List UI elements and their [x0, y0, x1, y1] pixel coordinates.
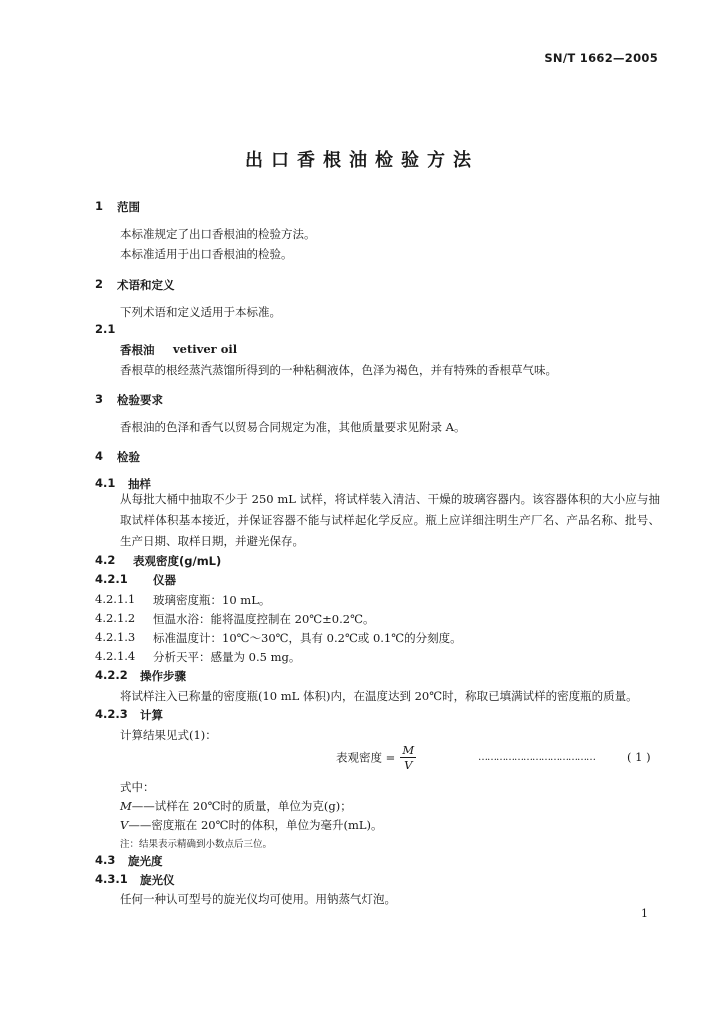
section-3-title: 检验要求: [117, 393, 163, 407]
formula-lhs: 表观密度 =: [336, 750, 396, 765]
term-chinese: 香根油: [120, 343, 155, 357]
item-4-2-1-3-number: 4.2.1.3: [95, 630, 136, 644]
item-4-2-1-2-text: 恒温水浴：能将温度控制在 20℃±0.2℃。: [153, 612, 375, 626]
section-4-2-title: 表观密度(g/mL): [133, 554, 222, 568]
section-4-3-1-number: 4.3.1: [95, 872, 128, 886]
section-1-line-2: 本标准适用于出口香根油的检验。: [120, 247, 293, 261]
section-4-3-number: 4.3: [95, 853, 116, 867]
section-2-number: 2: [95, 277, 104, 291]
section-4-2-2-title: 操作步骤: [140, 669, 186, 683]
section-4-1-number: 4.1: [95, 476, 116, 490]
item-4-2-1-1-text: 玻璃密度瓶：10 mL。: [153, 593, 271, 607]
term-definition: 香根草的根经蒸汽蒸馏所得到的一种粘稠液体，色泽为褐色，并有特殊的香根草气味。: [120, 363, 557, 377]
section-4-2-1-number: 4.2.1: [95, 572, 128, 586]
section-4-3-1-title: 旋光仪: [140, 873, 175, 887]
document-title: 出口香根油检验方法: [245, 150, 479, 171]
item-4-2-1-4-text: 分析天平：感量为 0.5 mg。: [153, 650, 301, 664]
item-4-2-1-3-text: 标准温度计：10℃～30℃，具有 0.2℃或 0.1℃的分刻度。: [153, 631, 462, 645]
section-4-title: 检验: [117, 450, 140, 464]
sampling-paragraph: 从每批大桶中抽取不少于 250 mL 试样，将试样装入清洁、干燥的玻璃容器内。该容器体积的大小应与抽取试样体积基本接近，并保证容器不能与试样起化学反应。瓶上应详细注明生产厂名、产品名称、批号、生产日期、取样日期，并避光保存。: [120, 492, 660, 548]
section-2-1-number: 2.1: [95, 322, 116, 336]
procedure-text: 将试样注入已称量的密度瓶(10 mL 体积)内，在温度达到 20℃时，称取已填满试样的密度瓶的质量。: [120, 689, 638, 703]
term-english: vetiver oil: [173, 342, 238, 356]
calculation-note: 注：结果表示精确到小数点后三位。: [120, 839, 273, 850]
standard-code: SN/T 1662—2005: [544, 51, 658, 65]
section-4-2-3-title: 计算: [140, 708, 163, 722]
formula-leader: …………………………………: [478, 752, 595, 763]
formula: [336, 743, 416, 772]
variable-v-symbol: V: [120, 818, 129, 832]
formula-number: ( 1 ): [627, 750, 651, 764]
formula-denominator: V: [404, 758, 413, 772]
section-4-number: 4: [95, 449, 104, 463]
section-1-title: 范围: [117, 200, 140, 214]
variable-v-line: [120, 817, 382, 833]
section-4-2-1-title: 仪器: [153, 573, 176, 587]
item-4-2-1-1-number: 4.2.1.1: [95, 592, 136, 606]
variable-v-dash: ——: [128, 818, 152, 832]
variable-m-line: [120, 798, 352, 814]
section-3-number: 3: [95, 392, 104, 406]
page-number: 1: [641, 907, 648, 920]
section-3-text: 香根油的色泽和香气以贸易合同规定为准，其他质量要求见附录 A。: [120, 420, 466, 434]
variable-m-dash: ——: [131, 799, 155, 813]
calculation-intro: 计算结果见式(1)：: [120, 728, 217, 742]
section-1-line-1: 本标准规定了出口香根油的检验方法。: [120, 227, 316, 241]
section-2-title: 术语和定义: [117, 278, 175, 292]
variable-m-text: 试样在 20℃时的质量，单位为克(g)；: [154, 799, 352, 813]
variable-v-text: 密度瓶在 20℃时的体积，单位为毫升(mL)。: [151, 818, 383, 832]
variable-m-symbol: M: [120, 799, 132, 813]
section-4-2-3-number: 4.2.3: [95, 707, 128, 721]
section-4-2-2-number: 4.2.2: [95, 668, 128, 682]
section-2-intro: 下列术语和定义适用于本标准。: [120, 305, 281, 319]
item-4-2-1-2-number: 4.2.1.2: [95, 611, 136, 625]
formula-fraction: [400, 743, 416, 772]
section-4-1-title: 抽样: [128, 477, 151, 491]
polarimeter-text: 任何一种认可型号的旋光仪均可使用。用钠蒸气灯泡。: [120, 892, 396, 906]
section-4-2-number: 4.2: [95, 553, 116, 567]
section-4-3-title: 旋光度: [128, 854, 163, 868]
section-1-number: 1: [95, 199, 104, 213]
item-4-2-1-4-number: 4.2.1.4: [95, 649, 136, 663]
formula-numerator: M: [402, 743, 415, 757]
formula-where: 式中：: [120, 780, 155, 794]
